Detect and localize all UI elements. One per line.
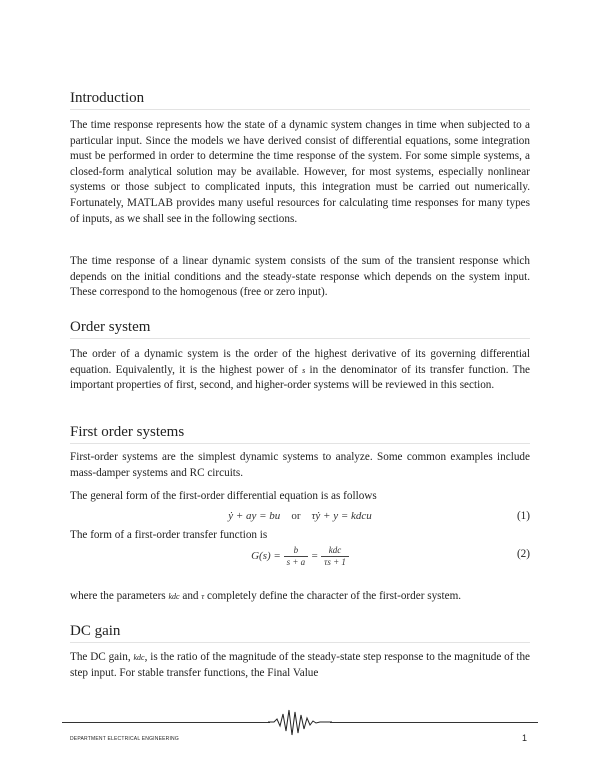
intro-paragraph-1: The time response represents how the state of a dynamic system changes in time when subjected to a particular input. Since the models we have derived consist of differential equations, some integration must be performed in order to determine the time response of the system. For some simple systems, a closed-form analytical solution may be available. However, for most systems, especially nonlinear systems or those subject to complicated inputs, this integration must be carried out numerically. Fortunately, MATLAB provides many useful resources for calculating time responses for many types of inputs, as we shall see in the following sections.: [70, 119, 530, 225]
page-number: 1: [521, 733, 527, 743]
footer-department: DEPARTMENT ELECTRICAL ENGINEERING: [70, 736, 179, 742]
heading-rule: [70, 109, 530, 110]
first-order-paragraph-3: The form of a first-order transfer function is: [70, 529, 268, 541]
order-paragraph: [70, 347, 530, 394]
order-text-a: The order of a dynamic system is the order of the highest derivative of its governing differential equation. Equivalently, it is the highest power of: [70, 348, 530, 376]
first-order-paragraph-2: The general form of the first-order differential equation is as follows: [70, 490, 377, 502]
equation-1-expression: ẏ + ay = bu or τẏ + y = kdcu: [228, 510, 372, 522]
heading-rule: [70, 443, 530, 444]
first-order-paragraph-4: where the parameters kdc and τ completely define the character of the first-order system.: [70, 590, 462, 602]
dc-gain-paragraph: The DC gain, kdc, is the ratio of the magnitude of the steady-state step response to the magnitude of the step input. For stable transfer functions, the Final Value: [70, 651, 530, 679]
waveform-icon: [268, 708, 332, 738]
footer-rule-left: [62, 722, 270, 723]
intro-paragraph-2: The time response of a linear dynamic system consists of the sum of the transient response which depends on the initial conditions and the steady-state response which depends on the system input. These correspond to the homogenous (free or zero input).: [70, 255, 530, 299]
equation-2: [70, 545, 530, 573]
equation-1-number: (1): [516, 510, 530, 522]
heading-rule: [70, 642, 530, 643]
heading-rule: [70, 338, 530, 339]
section-heading-dc-gain: DC gain: [70, 623, 121, 639]
section-heading-first-order: First order systems: [70, 424, 185, 440]
symbol-kdc: kdc: [168, 592, 180, 601]
equation-2-expression: G(s) = $\frac{b}{s + a}$ = $\frac{\text{kdc}}{\tau s + 1}$: [70, 545, 530, 568]
symbol-kdc: kdc: [133, 653, 145, 662]
section-heading-introduction: Introduction: [70, 90, 145, 106]
equation-1: [70, 510, 530, 528]
order-text-b: in the denominator of its transfer function. The important properties of first, second, and higher-order systems will be reviewed in this section.: [70, 363, 531, 392]
first-order-paragraph-1: First-order systems are the simplest dynamic systems to analyze. Some common examples include mass-damper systems and RC circuits.: [70, 451, 530, 479]
symbol-s: s: [302, 365, 306, 375]
section-heading-order-system: Order system: [70, 319, 151, 335]
equation-2-number: (2): [516, 548, 530, 560]
footer-rule-right: [330, 722, 538, 723]
symbol-tau: τ: [201, 592, 205, 601]
